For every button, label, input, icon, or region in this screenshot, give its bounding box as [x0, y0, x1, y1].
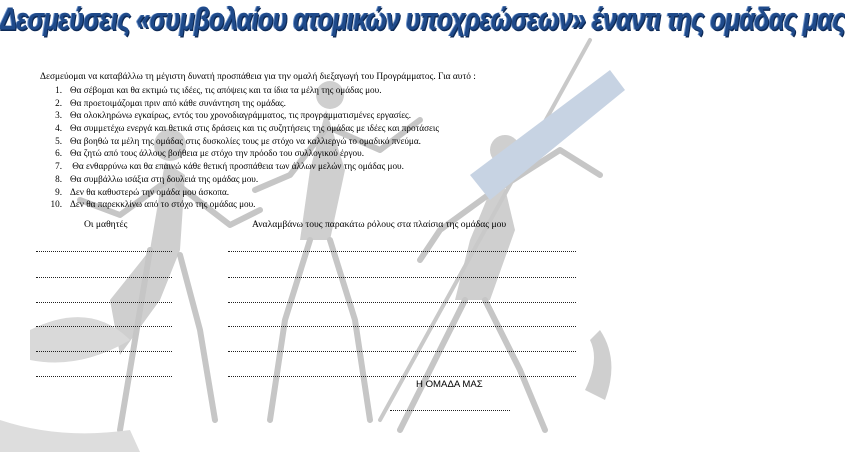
role-line-2[interactable] [228, 269, 576, 278]
list-item: 4. Θα συμμετέχω ενεργά και θετικά στις δράσεις και τις συζητήσεις της ομάδας με ιδέες και προτάσεις [55, 123, 440, 134]
list-item: 6. Θα ζητώ από τους άλλους βοήθεια με στόχο την πρόοδο του συλλογικού έργου. [55, 148, 364, 159]
roles-header: Αναλαμβάνω τους παρακάτω ρόλους στα πλαίσια της ομάδας μου [252, 219, 507, 230]
list-item: 9. Δεν θα καθυστερώ την ομάδα μου άσκοπα. [55, 186, 230, 197]
team-label: Η ΟΜΑΔΑ ΜΑΣ [416, 379, 483, 390]
student-name-line-6[interactable] [36, 368, 172, 377]
student-name-line-1[interactable] [36, 243, 172, 252]
role-line-3[interactable] [228, 294, 576, 303]
student-name-line-5[interactable] [36, 343, 172, 352]
student-name-line-2[interactable] [36, 269, 172, 278]
student-name-line-4[interactable] [36, 318, 172, 327]
role-line-6[interactable] [228, 368, 576, 377]
list-item: 2. Θα προετοιμάζομαι πριν από κάθε συνάντηση της ομάδας. [55, 97, 286, 108]
list-item: 10. Δεν θα παρεκκλίνω από το στόχο της ομάδας μου. [50, 199, 256, 210]
commitments-list [42, 84, 439, 211]
list-item: 3. Θα ολοκληρώνω εγκαίρως, εντός του χρονοδιαγράμματος, τις προγραμματισμένες εργασίες. [55, 110, 411, 121]
student-name-line-3[interactable] [36, 294, 172, 303]
list-item: 7. Θα ενθαρρύνω και θα επαινώ κάθε θετική προσπάθεια των άλλων μελών της ομάδας μου. [55, 161, 404, 172]
intro-text: Δεσμεύομαι να καταβάλλω τη μέγιστη δυνατή προσπάθεια για την ομαλή διεξαγωγή του Προγράμματος. Για αυτό : [40, 72, 476, 82]
page-title: Δεσμεύσεις «συμβολαίου ατομικών υποχρεώσεων» έναντι της ομάδας μας [0, 2, 845, 37]
role-line-1[interactable] [228, 243, 576, 252]
role-line-4[interactable] [228, 318, 576, 327]
students-header: Οι μαθητές [84, 219, 128, 230]
team-signature-line[interactable] [390, 402, 510, 411]
watermark-pen [470, 70, 625, 200]
list-item: 5. Θα βοηθώ τα μέλη της ομάδας στις δυσκολίες τους με στόχο να καλλιεργώ το ομαδικό πνεύμα. [55, 135, 421, 146]
list-item: 1. Θα σέβομαι και θα εκτιμώ τις ιδέες, τις απόψεις και τα ίδια τα μέλη της ομάδας μου. [55, 85, 382, 95]
list-item: 8. Θα συμβάλλω ισάξια στη δουλειά της ομάδας μου. [55, 173, 259, 184]
role-line-5[interactable] [228, 343, 576, 352]
